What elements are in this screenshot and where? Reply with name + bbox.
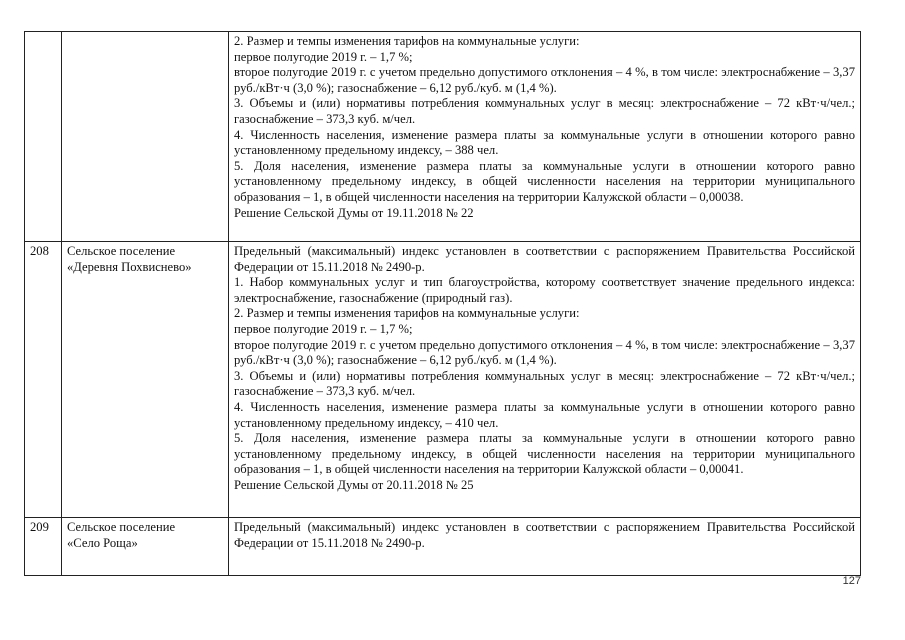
row-number: 209 [25,518,62,576]
tariff-table [24,31,861,576]
settlement-name: Сельское поселение «Деревня Похвиснево» [62,242,229,518]
table-row [25,242,861,518]
row-description: Предельный (максимальный) индекс установлен в соответствии с распоряжением Правительства Российской Федерации от 15.11.2018 № 2490-р. 1. Набор коммунальных услуг и тип благоустройства, которому соответствует значение предельного индекса: электроснабжение, газоснабжение (природный газ). 2. Размер и темпы изменения тарифов на коммунальные услуги: первое полугодие 2019 г. – 1,7 %; второе полугодие 2019 г. с учетом предельно допустимого отклонения – 4 %, в том числе: электроснабжение – 3,37 руб./кВт·ч (3,0 %); газоснабжение – 6,12 руб./куб. м (1,4 %). 3. Объемы и (или) нормативы потребления коммунальных услуг в месяц: электроснабжение – 72 кВт·ч/чел.; газоснабжение – 373,3 куб. м/чел. 4. Численность населения, изменение размера платы за коммунальные услуги в отношении которого равно установленному предельному индексу, – 410 чел. 5. Доля населения, изменение размера платы за коммунальные услуги в отношении которого равно установленному предельному индексу, в общей численности населения на территории муниципального образования – 1, в общей численности населения на территории Калужской области – 0,00041. Решение Сельской Думы от 20.11.2018 № 25 [229,242,861,518]
page-number: 127 [842,575,861,587]
settlement-name [62,32,229,242]
table-row [25,32,861,242]
row-number: 208 [25,242,62,518]
row-number [25,32,62,242]
table-row [25,518,861,576]
row-description: 2. Размер и темпы изменения тарифов на коммунальные услуги: первое полугодие 2019 г. – 1,7 %; второе полугодие 2019 г. с учетом предельно допустимого отклонения – 4 %, в том числе: электроснабжение – 3,37 руб./кВт·ч (3,0 %); газоснабжение – 6,12 руб./куб. м (1,4 %). 3. Объемы и (или) нормативы потребления коммунальных услуг в месяц: электроснабжение – 72 кВт·ч/чел.; газоснабжение – 373,3 куб. м/чел. 4. Численность населения, изменение размера платы за коммунальные услуги в отношении которого равно установленному предельному индексу, – 388 чел. 5. Доля населения, изменение размера платы за коммунальные услуги в отношении которого равно установленному предельному индексу, в общей численности населения на территории муниципального образования – 1, в общей численности населения на территории Калужской области – 0,00038. Решение Сельской Думы от 19.11.2018 № 22 [229,32,861,242]
settlement-name: Сельское поселение «Село Роща» [62,518,229,576]
row-description: Предельный (максимальный) индекс установлен в соответствии с распоряжением Правительства Российской Федерации от 15.11.2018 № 2490-р. [229,518,861,576]
